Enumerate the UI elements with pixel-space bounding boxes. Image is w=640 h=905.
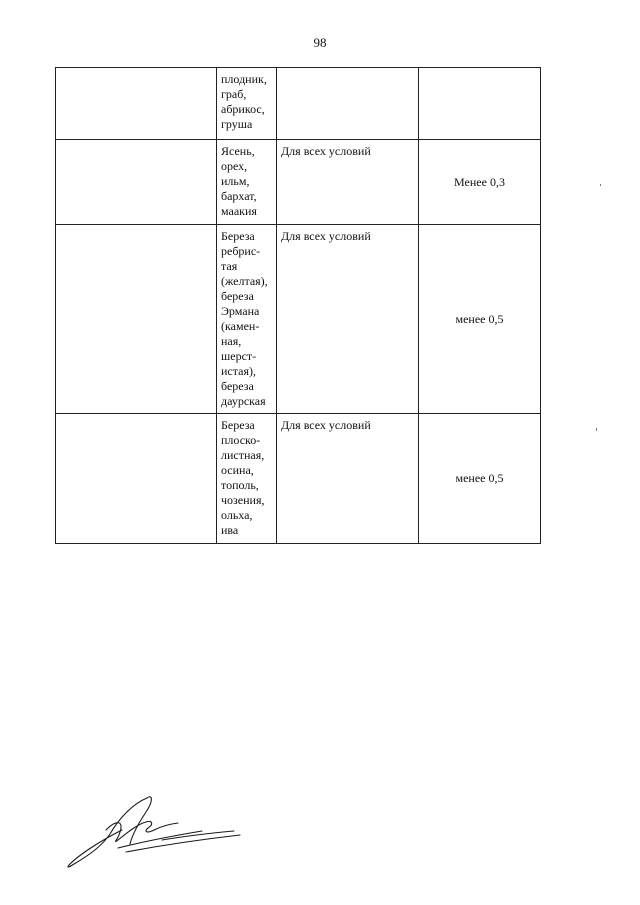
- scan-speck: [596, 428, 597, 431]
- species-cell: Береза плоско- листная, осина, тополь, чозения, ольха, ива: [217, 414, 277, 544]
- empty-cell: [56, 225, 217, 414]
- value-cell: Менее 0,3: [419, 140, 541, 225]
- conditions-cell: Для всех условий: [277, 414, 419, 544]
- value-cell: [419, 68, 541, 140]
- table-row: [56, 414, 541, 544]
- value-cell: менее 0,5: [419, 225, 541, 414]
- empty-cell: [56, 140, 217, 225]
- table-row: [56, 68, 541, 140]
- empty-cell: [56, 68, 217, 140]
- value-cell: менее 0,5: [419, 414, 541, 544]
- species-cell: Ясень, орех, ильм, бархат, маакия: [217, 140, 277, 225]
- species-table: [55, 67, 541, 544]
- conditions-cell: Для всех условий: [277, 140, 419, 225]
- table-row: [56, 140, 541, 225]
- scan-speck: [600, 184, 601, 186]
- species-cell: Береза ребрис- тая (желтая), береза Эрмана (камен- ная, шерст- истая), береза даурская: [217, 225, 277, 414]
- conditions-cell: Для всех условий: [277, 225, 419, 414]
- conditions-cell: [277, 68, 419, 140]
- signature: [62, 790, 262, 875]
- table-row: [56, 225, 541, 414]
- species-cell: плодник, граб, абрикос, груша: [217, 68, 277, 140]
- empty-cell: [56, 414, 217, 544]
- page-number: 98: [313, 35, 327, 50]
